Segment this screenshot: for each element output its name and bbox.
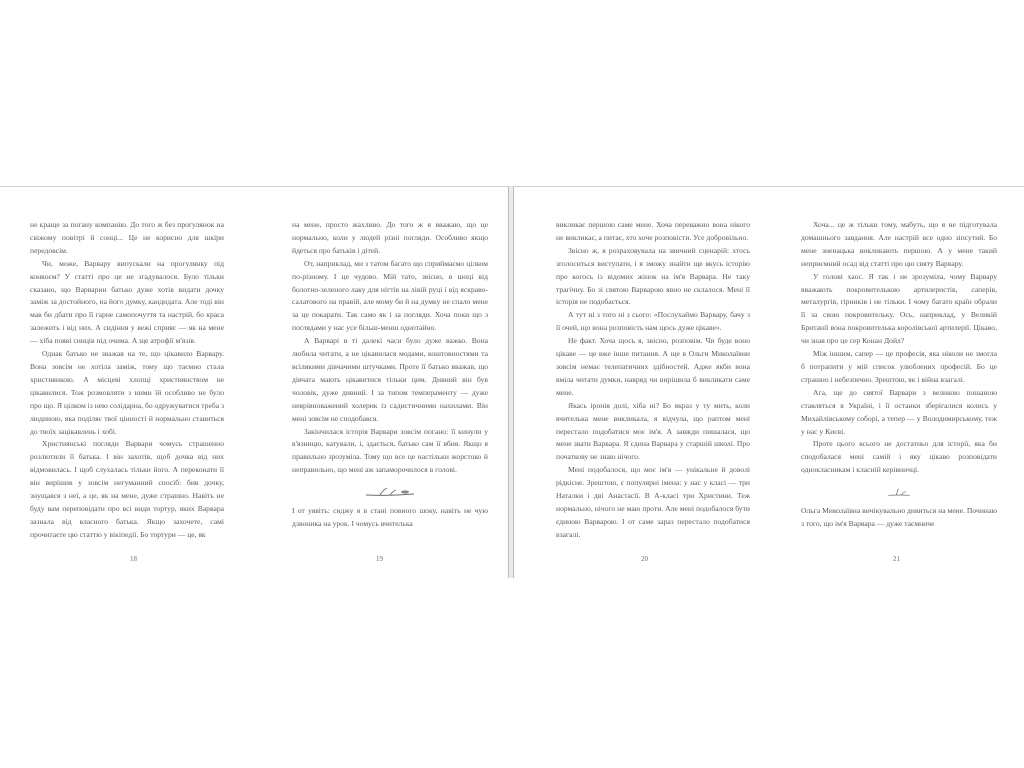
- sprig-ornament-icon: [879, 485, 919, 499]
- page-19-text: [292, 219, 488, 531]
- paragraph: Закінчилася історія Варвари зовсім погано: її кинули у в'язницю, катували, і, здається, батько сам її вбив. Якщо я правильно зрозуміла. Тому що все це настільки жорстоко й неправильно, що мені аж запаморочилося в голові.: [292, 426, 488, 475]
- paragraph: У голові хаос. Я так і не зрозуміла, чому Варвару вважають покровителькою артилеристів, саперів, металургів, гірників і не тільки. І чому багато країн обрали її за свою покровительку. Ось, наприклад, у Великій Британії вона покровителька королівської артилерії. Цікаво, чи знав про це сер Конан Дойл?: [801, 271, 997, 346]
- paragraph: Християнські погляди Варвари чомусь страшенно розлютили її батька. І він захотів, щоб дочка від них відмовилась. І щоб слухалась тільки його. А переконати її він вирішив у зовсім негуманний спосіб: бив дочку, знущався з неї, а це, як на мене, дуже страшно. Навіть не буду вам переповідати про всі види тортур, яких Варвара зазнала від власного батька. Якщо захочете, самі прочитаєте цю статтю у вікіпедії. Бо тортури — це, як: [30, 439, 224, 539]
- paragraph: Звісно ж, я розраховувала на звичний сценарій: хтось зголоситься виступати, і я зможу знайти ще якусь історію про когось із відомих жінок на ім'я Варвара. Не таку трагічну. Бо зі святою Варварою явно не склалося. Мені її історія не подобається.: [556, 245, 750, 307]
- paragraph: Однак батько не зважав на те, що цікавило Варвару. Вона зовсім не хотіла заміж, тому що таємно стала християнкою. А місцеві хлопці християнством не цікавилися. Тож розмовляти з ними їй особливо не було про що. Я цілком із нею солідарна, бо одружуватися треба з людиною, яка поділяє твої цінності й нормально ставиться до твоїх зацікавлень і хобі.: [30, 349, 224, 436]
- page-20-text: [556, 219, 750, 542]
- paragraph: викликає першою саме мене. Хоча переважно вона нікого не викликає, а питає, хто хоче розповісти. Усе добровільно.: [556, 220, 750, 242]
- paragraph: Хоча... це ж тільки тому, мабуть, що я не підготувала домашнього завдання. Але настрій все одно зіпсутий. Бо мене зненацька викликають першою. А у мене такий неприємний осад від статті про цю святу Варвару.: [801, 220, 997, 268]
- paragraph: Ольга Миколаївна вичікувально дивиться на мене. Починаю з того, що ім'я Варвара — дуже таємниче: [801, 506, 997, 529]
- page-21: [769, 187, 1024, 579]
- page-20: [514, 187, 769, 579]
- paragraph: А тут ні з того ні з сього: «Послухаймо Варвару, бачу з її очей, що вона розповість нам щось дуже цікаве».: [556, 310, 750, 333]
- page-18: [0, 187, 254, 579]
- paragraph: Між іншим, сапер — це професія, яка ніколи не змогла б потрапити у мій список улюблених професій. Бо це страшно і небезпечно. Зрештою, як і війна взагалі.: [801, 349, 997, 384]
- paragraph: Чи, може, Варвару випускали на прогулянку під конвоєм? У статті про це не згадувалося. Було тільки сказано, що Варварин батько дуже хотів видати дочку заміж за достойного, на його думку, кандидата. Але тоді він мав би дбати про її гарне самопочуття та настрій, бо краса залежить і від них. А сидіння у вежі сприяє — як на мене — хіба появі синців під очима. А ще атрофії м'язів.: [30, 258, 224, 346]
- paragraph: на мене, просто жахливо. До того ж я вважаю, що це нормально, коли у людей різні погляди. Особливо якщо йдеться про батьків і дітей.: [292, 220, 488, 255]
- paragraph: Не факт. Хоча щось я, звісно, розповім. Чи буде воно цікаве — це вже інше питання. А ще в Ольги Миколаївни зовсім немає телепатичних здібностей. Адже якби вона вміла читати думки, навряд чи вирішила б викликати саме мене.: [556, 336, 750, 397]
- page-number: 20: [641, 555, 648, 563]
- right-spread: [514, 186, 1024, 579]
- sprig-ornament-icon: [360, 485, 420, 499]
- paragraph: Мені подобалося, що моє ім'я — унікальне й доволі рідкісне. Зрештою, є популярні імена: у нас у класі — три Наталки і дві Анастасії. В А-класі три Христини. Теж нормально, нічого не маю проти. Але мені подобалося бути єдиною Варварою. І от саме зараз перестало подобатися взагалі.: [556, 465, 750, 539]
- paragraph: А Варварі в ті далекі часи було дуже важко. Вона любила читати, а не цікавилася модами, коштовностями та всілякими дівчачими штучками. Проте її батько вважав, що дівчата мають цікавитися тільки цим. Дивний він був чоловік, дуже дивний. І за типом темпераменту — дуже неврівноважений холерик із садистичними нахилами. Він мені зовсім не сподобався.: [292, 336, 488, 423]
- page-19: [254, 187, 508, 579]
- paragraph: От, наприклад, ми з татом багато що сприймаємо цілком по-різному. І це чудово. Мій тато, звісно, в шоці від болотно-зеленого лаку для нігтів на лівій руці і від яскраво-салатового на правій, але мому би й на думку не спало мене за це покарати. Так само як і за погляди. Хоча поки що з поглядами у нас усе більш-менш однотайно.: [292, 258, 488, 333]
- page-number: 21: [893, 555, 900, 563]
- paragraph: Ага, ще до святої Варвари з великою пошаною ставляться в Україні, і її останки зберігалися колись у Михайлівському соборі, а тепер — у Володимирському, теж у нас у Києві.: [801, 387, 997, 436]
- paragraph: не краще за погану компанію. До того ж без прогулянок на свіжому повітрі й сонці... Це не корисно для шкіри передовсім.: [30, 220, 224, 255]
- paragraph: Якась іронія долі, хіба ні? Бо якраз у ту мить, коли вчителька мене викликала, я відчула, що раптом мені перестало подобатися моє ім'я. А завжди пишалася, що мене звати Варвара. Я єдина Варвара у старшій школі. Про початкову не знаю нічого.: [556, 400, 750, 462]
- page-number: 18: [130, 555, 137, 563]
- page-number: 19: [376, 555, 383, 563]
- paragraph: І от уявіть: сиджу я в стані повного шоку, навіть не чую дзвоника на урок. І чомусь вчителька: [292, 506, 488, 529]
- page-21-text: [801, 219, 997, 531]
- paragraph: Проте цього всього не достатньо для історії, яка би сподобалася мені самій і яку цікаво розповідати однокласникам і класній керівничці.: [801, 439, 997, 475]
- left-spread: [0, 186, 508, 579]
- page-18-text: [30, 219, 224, 542]
